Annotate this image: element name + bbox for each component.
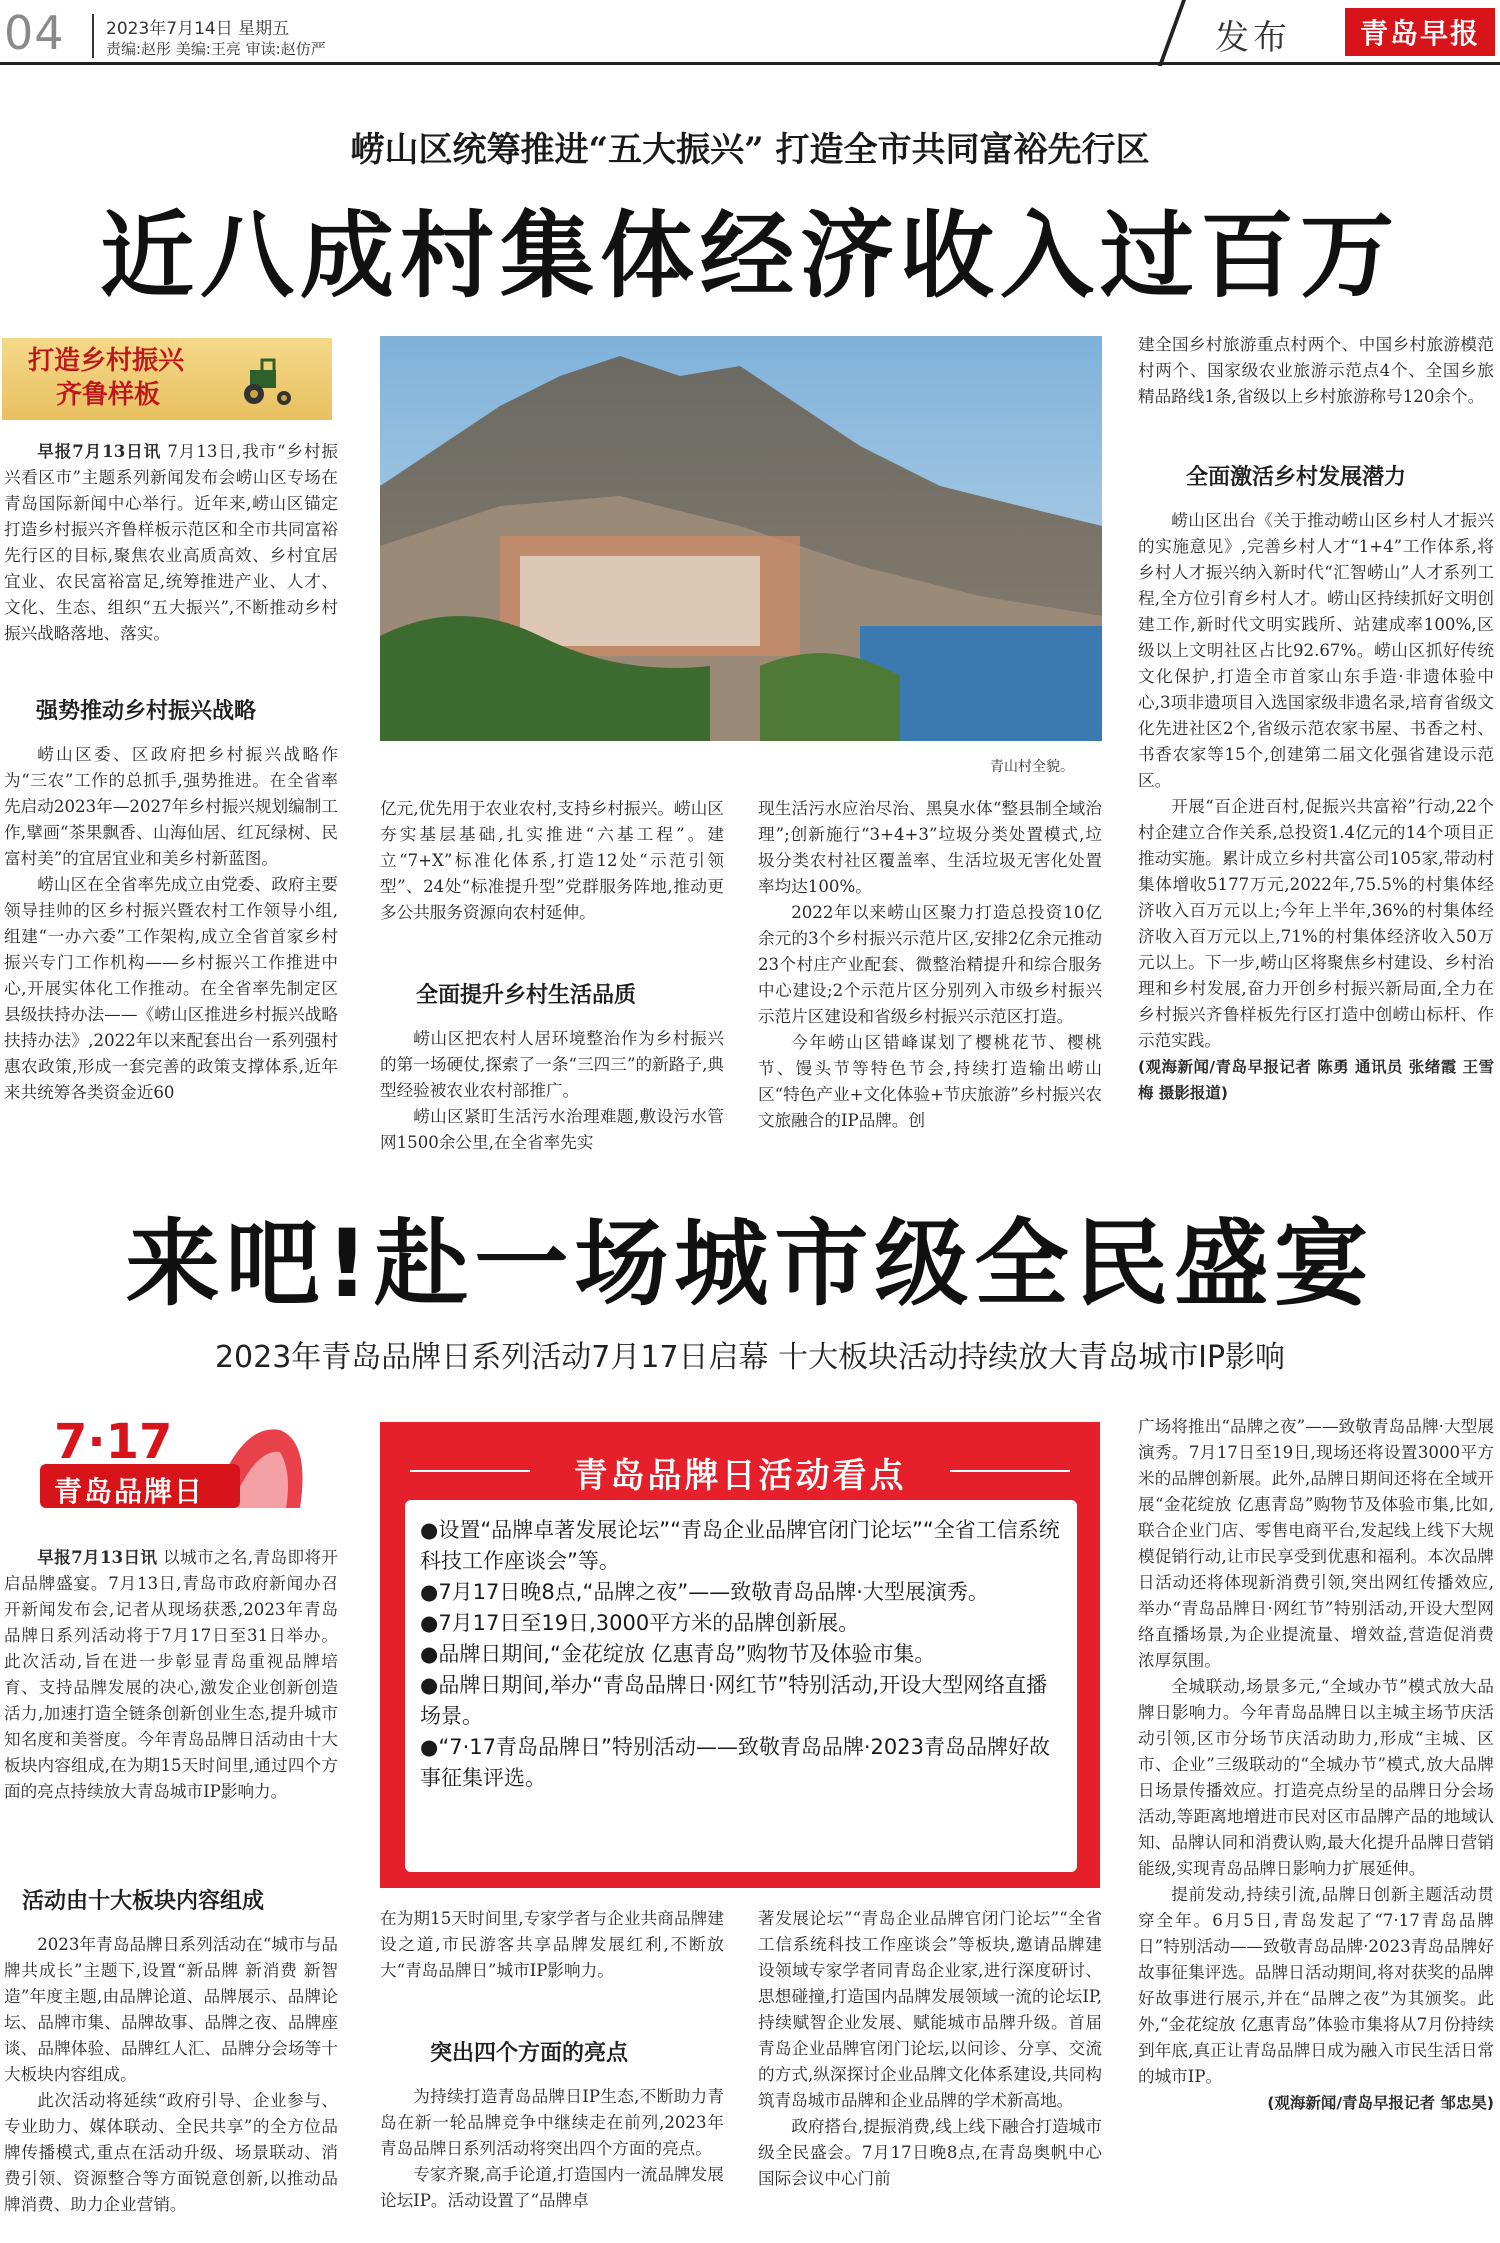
paragraph: 开展“百企进百村,促振兴共富裕”行动,22个村企建立合作关系,总投资1.4亿元的14个项目正推动实施。累计成立乡村共富公司105家,带动村集体增收5177万元,2022年,75.5%的村集体经济收入百万元以上;今年上半年,36%的村集体经济收入百万元以上,71%的村集体经济收入50万元以上。下一步,崂山区将聚焦乡村建设、乡村治理和乡村发展,奋力开创乡村振兴新局面,全力在乡村振兴齐鲁样板先行区打造中创崂山标杆、作示范实践。 [1138,797,1494,1050]
paragraph: 崂山区紧盯生活污水治理难题,敷设污水管网1500余公里,在全省率先实 [380,1107,724,1152]
story2-column-1 [4,1544,338,1805]
header-separator [92,14,94,58]
qingshan-village-photo [380,336,1102,741]
story2-byline: (观海新闻/青岛早报记者 邹忠昊) [1267,2094,1494,2112]
paragraph: 亿元,优先用于农业农村,支持乡村振兴。崂山区夯实基层基础,扎实推进“六基工程”。建立“7+X”标准化体系,打造12处“示范引领型”、24处“标准提升型”党群服务阵地,推动更多公共服务资源向农村延伸。 [380,799,724,922]
paragraph: 今年崂山区错峰谋划了樱桃花节、樱桃节、馒头节等特色节会,持续打造输出崂山区“特色产业+文化体验+节庆旅游”乡村振兴农文旅融合的IP品牌。创 [758,1033,1102,1130]
dateline: 早报7月13日讯 [37,441,162,461]
story1-column-3 [758,796,1102,1134]
story2-kicker: 2023年青岛品牌日系列活动7月17日启幕 十大板块活动持续放大青岛城市IP影响 [214,1340,1286,1375]
highlight-item: ●7月17日至19日,3000平方米的品牌创新展。 [420,1611,860,1635]
paragraph: 政府搭台,提振消费,线上线下融合打造城市级全民盛会。7月17日晚8点,在青岛奥帆中心国际会议中心门前 [758,2117,1102,2188]
paragraph: 全城联动,场景多元,“全域办节”模式放大品牌日影响力。今年青岛品牌日以主城主场节庆活动引领,区市分场节庆活动助力,形成“主城、区市、企业”三级联动的“全城办节”模式,放大品牌日场景传播效应。打造亮点纷呈的品牌日分会场活动,等距离地增进市民对区市品牌产品的地域认知、品牌认同和消费认购,最大化提升品牌日营销能级,实现青岛品牌日影响力扩展延伸。 [1138,1677,1494,1878]
highlight-item: ●品牌日期间,“金花绽放 亿惠青岛”购物节及体验市集。 [420,1642,936,1666]
paragraph: 2022年以来崂山区聚力打造总投资10亿余元的3个乡村振兴示范片区,安排2亿余元推动23个村庄产业配套、微整治精提升和综合服务中心建设;2个示范片区分别列入市级乡村振兴示范片区建设和省级乡村振兴示范区打造。 [758,903,1102,1026]
story1-column-4b [1138,508,1494,1106]
subhead-ten-sections: 活动由十大板块内容组成 [22,1889,265,1914]
paragraph: 建全国乡村旅游重点村两个、中国乡村旅游模范村两个、国家级农业旅游示范点4个、全国乡旅精品路线1条,省级以上乡村旅游称号120余个。 [1138,335,1494,406]
brand-day-badge [40,1412,330,1522]
highlights-box-title: 青岛品牌日活动看点 [573,1456,907,1496]
story1-column-4 [1138,332,1494,410]
paragraph: 崂山区委、区政府把乡村振兴战略作为“三农”工作的总抓手,强势推进。在全省率先启动2023年—2027年乡村振兴规划编制工作,擘画“茶果飘香、山海仙居、红瓦绿树、民富村美”的宜居宜业和美乡村新蓝图。 [4,745,338,868]
paragraph: 专家齐聚,高手论道,打造国内一流品牌发展论坛IP。活动设置了“品牌卓 [380,2165,724,2210]
story1-column-2 [380,796,724,926]
paragraph: 著发展论坛”“青岛企业品牌官闭门论坛”“全省工信系统科技工作座谈会”等板块,邀请品牌建设领域专家学者同青岛企业家,进行深度研讨、思想碰撞,打造国内品牌发展领域一流的论坛IP,持续赋智企业发展、赋能城市品牌升级。首届青岛企业品牌官闭门论坛,以问诊、分享、交流的方式,纵深探讨企业品牌文化体系建设,共同构筑青岛城市品牌和企业品牌的学术新高地。 [758,1909,1102,2110]
badge-line1: 打造乡村振兴 [28,346,185,376]
section-name: 发布 [1215,18,1291,58]
story2-headline: 来吧!赴一场城市级全民盛宴 [125,1210,1375,1319]
paragraph: 7月13日,我市“乡村振兴看区市”主题系列新闻发布会崂山区专场在青岛国际新闻中心举行。近年来,崂山区锚定打造乡村振兴齐鲁样板示范区和全市共同富裕先行区的目标,聚焦农业高质高效、乡村宜居宜业、农民富裕富足,统筹推进产业、人才、文化、生态、组织“五大振兴”,不断推动乡村振兴战略落地、落实。 [4,442,339,643]
paragraph: 广场将推出“品牌之夜”——致敬青岛品牌·大型展演秀。7月17日至19日,现场还将设置3000平方米的品牌创新展。此外,品牌日期间还将在全域开展“金花绽放 亿惠青岛”购物节及体验市集,比如,联合企业门店、零售电商平台,发起线上线下大规模促销行动,让市民享受到优惠和福利。本次品牌日活动还将体现新消费引领,突出网红传播效应,举办“青岛品牌日·网红节”特别活动,开设大型网络直播场景,为企业提流量、增效益,营造促消费浓厚氛围。 [1138,1417,1494,1670]
paragraph: 2023年青岛品牌日系列活动在“城市与品牌共成长”主题下,设置“新品牌 新消费 新智造”年度主题,由品牌论道、品牌展示、品牌论坛、品牌市集、品牌故事、品牌之夜、品牌座谈、品牌体验、品牌红人汇、品牌分会场等十大板块内容组成。 [4,1935,338,2084]
paragraph: 崂山区把农村人居环境整治作为乡村振兴的第一场硬仗,探索了一条“三四三”的新路子,典型经验被农业农村部推广。 [380,1029,724,1100]
photo-caption: 青山村全貌。 [990,759,1074,775]
paragraph: 为持续打造青岛品牌日IP生态,不断助力青岛在新一轮品牌竞争中继续走在前列,2023年青岛品牌日系列活动将突出四个方面的亮点。 [380,2087,724,2158]
page-number: 04 [4,6,65,60]
subhead-four-highlights: 突出四个方面的亮点 [430,2041,629,2066]
editor-credits: 责编:赵彤 美编:王亮 审读:赵仿严 [106,40,326,58]
newspaper-logo: 青岛早报 [1345,8,1495,56]
story2-column-1b [4,1932,338,2218]
story2-column-2b [380,2084,724,2214]
subhead-strategy: 强势推动乡村振兴战略 [36,699,257,724]
subhead-living-quality: 全面提升乡村生活品质 [416,983,637,1008]
story1-column-1b [4,742,338,1106]
badge-line2: 齐鲁样板 [56,380,161,410]
story1-column-2b [380,1026,724,1156]
highlight-item: ●“7·17青岛品牌日”特别活动——致敬青岛品牌·2023青岛品牌好故事征集评选。 [420,1735,1050,1790]
story2-column-3 [758,1906,1102,2192]
header-slant-divider [1158,0,1186,66]
paragraph: 此次活动将延续“政府引导、企业参与、专业助力、媒体联动、全民共享”的全方位品牌传播模式,重点在活动升级、场景联动、消费引领、资源整合等方面锐意创新,以推动品牌消费、助力企业营销。 [4,2091,338,2214]
story1-kicker: 崂山区统筹推进“五大振兴” 打造全市共同富裕先行区 [350,130,1150,170]
rural-revitalization-badge [2,338,332,420]
highlight-item: ●品牌日期间,举办“青岛品牌日·网红节”特别活动,开设大型网络直播场景。 [420,1673,1048,1728]
issue-date: 2023年7月14日 星期五 [106,19,290,39]
story2-column-2 [380,1906,724,1984]
paragraph: 现生活污水应治尽治、黑臭水体“整县制全域治理”;创新施行“3+4+3”垃圾分类处置模式,垃圾分类农村社区覆盖率、生活垃圾无害化处置率均达100%。 [758,799,1102,896]
paragraph: 崂山区在全省率先成立由党委、政府主要领导挂帅的区乡村振兴暨农村工作领导小组,组建“一办六委”工作架构,成立全省首家乡村振兴专门工作机构——乡村振兴工作推进中心,开展实体化工作推动。在全省率先制定区县级扶持办法——《崂山区推进乡村振兴战略扶持办法》,2022年以来配套出台一系列强村惠农政策,形成一套完善的政策支撑体系,近年来共统筹各类资金近60 [4,875,338,1102]
header-rule [0,62,1500,65]
paragraph: 崂山区出台《关于推动崂山区乡村人才振兴的实施意见》,完善乡村人才“1+4”工作体系,将乡村人才振兴纳入新时代“汇智崂山”人才系列工程,全方位引育乡村人才。崂山区持续抓好文明创建工作,新时代文明实践所、站建成率100%,区级以上文明社区占比92.67%。崂山区抓好传统文化保护,打造全市首家山东手造·非遗体验中心,3项非遗项目入选国家级非遗名录,培育省级文化先进社区2个,省级示范农家书屋、书香之村、书香农家等15个,创建第二届文化强省建设示范区。 [1138,511,1494,790]
paragraph: 以城市之名,青岛即将开启品牌盛宴。7月13日,青岛市政府新闻办召开新闻发布会,记者从现场获悉,2023年青岛品牌日系列活动将于7月17日至31日举办。此次活动,旨在进一步彰显青岛重视品牌培育、支持品牌发展的决心,激发企业创新创造活力,加速打造全链条创新创业生态,提升城市知名度和美誉度。今年青岛品牌日活动由十大板块内容组成,在为期15天时间里,通过四个方面的亮点持续放大青岛城市IP影响力。 [4,1548,338,1801]
story1-column-1 [4,438,338,647]
story1-byline: (观海新闻/青岛早报记者 陈勇 通讯员 张绪霞 王雪梅 摄影报道) [1138,1058,1494,1102]
tractor-icon [232,356,302,406]
story1-headline: 近八成村集体经济收入过百万 [99,202,1400,311]
highlight-item: ●7月17日晚8点,“品牌之夜”——致敬青岛品牌·大型展演秀。 [420,1580,989,1604]
highlights-list [420,1515,1068,1794]
story2-column-4 [1138,1414,1494,2116]
subhead-development-potential: 全面激活乡村发展潜力 [1186,465,1407,490]
dateline: 早报7月13日讯 [37,1547,158,1567]
brand-day-label: 青岛品牌日 [54,1475,205,1508]
brand-day-date: 7·17 [54,1414,173,1470]
paragraph: 提前发动,持续引流,品牌日创新主题活动贯穿全年。6月5日,青岛发起了“7·17青岛品牌日”特别活动——致敬青岛品牌·2023青岛品牌好故事征集评选。品牌日活动期间,将对获奖的品牌好故事进行展示,并在“品牌之夜”为其颁奖。此外,“金花绽放 亿惠青岛”体验市集将从7月份持续到年底,真正让青岛品牌日成为融入市民生活日常的城市IP。 [1138,1885,1494,2086]
paragraph: 在为期15天时间里,专家学者与企业共商品牌建设之道,市民游客共享品牌发展红利,不断放大“青岛品牌日”城市IP影响力。 [380,1909,724,1980]
highlight-item: ●设置“品牌卓著发展论坛”“青岛企业品牌官闭门论坛”“全省工信系统科技工作座谈会”等。 [420,1518,1060,1573]
